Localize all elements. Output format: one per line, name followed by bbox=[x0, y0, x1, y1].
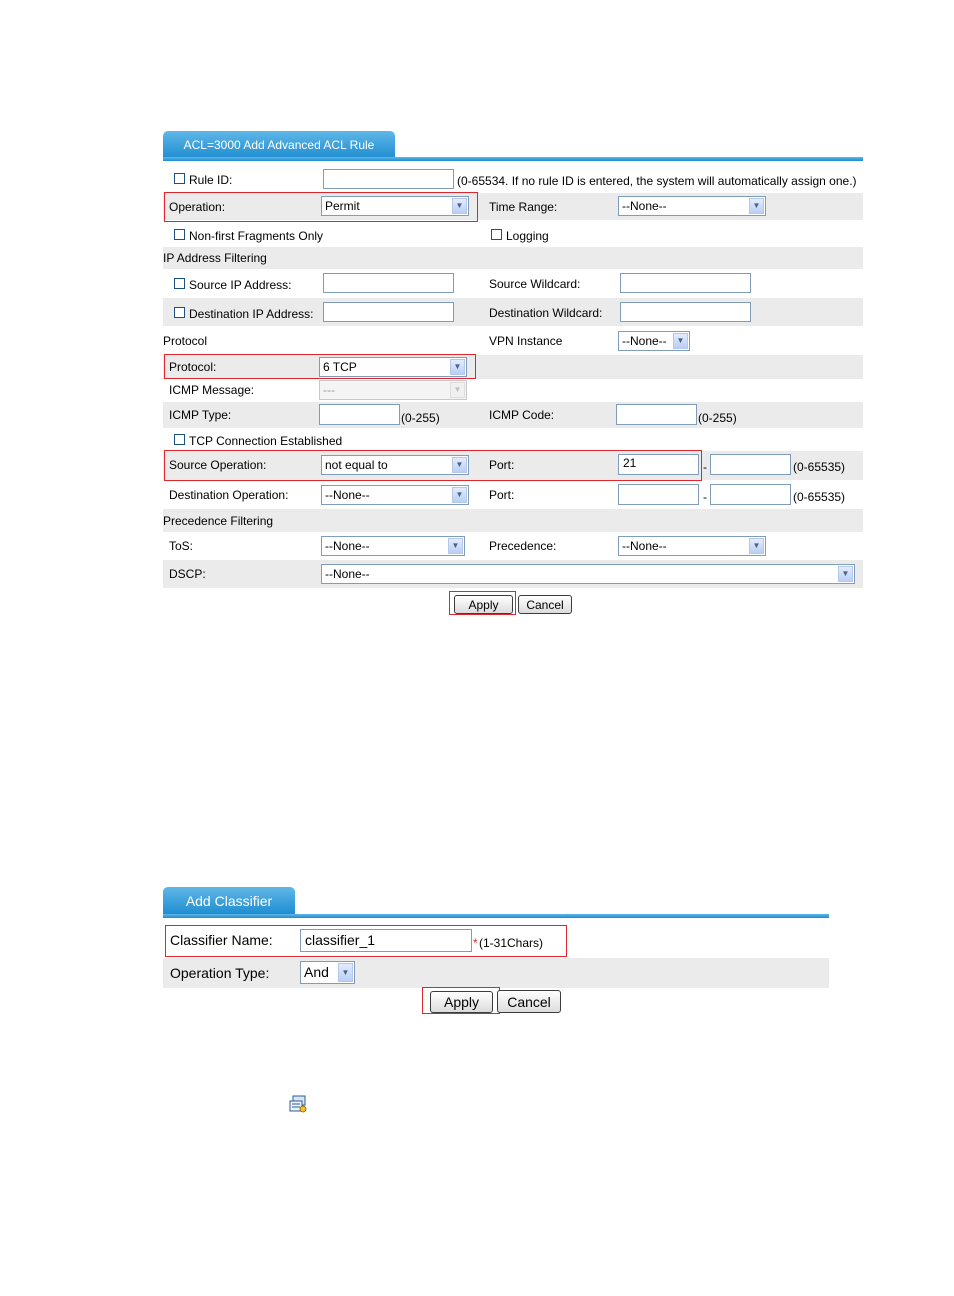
acl-tab-title: ACL=3000 Add Advanced ACL Rule bbox=[183, 138, 375, 152]
acl-tab-line bbox=[163, 157, 863, 161]
source-ip-checkbox[interactable] bbox=[174, 278, 185, 289]
icmp-type-label: ICMP Type: bbox=[169, 408, 232, 422]
rule-id-hint: (0-65534. If no rule ID is entered, the system will automatically assign one.) bbox=[457, 174, 857, 188]
dest-ip-input[interactable] bbox=[323, 302, 454, 322]
icmp-message-value: --- bbox=[323, 383, 335, 397]
chevron-down-icon: ▼ bbox=[749, 198, 764, 214]
tos-value: --None-- bbox=[325, 539, 370, 553]
operation-type-value: And bbox=[304, 964, 329, 980]
source-wildcard-input[interactable] bbox=[620, 273, 751, 293]
classifier-cancel-label: Cancel bbox=[507, 993, 551, 1010]
classifier-name-hint: (1-31Chars) bbox=[479, 936, 544, 950]
source-port-hint: (0-65535) bbox=[793, 460, 846, 474]
classifier-name-highlight bbox=[165, 925, 567, 957]
operation-type-label: Operation Type: bbox=[170, 965, 270, 981]
protocol-value: 6 TCP bbox=[323, 360, 357, 374]
dest-operation-value: --None-- bbox=[325, 488, 370, 502]
source-port-input[interactable]: 21 bbox=[618, 454, 699, 475]
chevron-down-icon: ▼ bbox=[450, 382, 465, 398]
chevron-down-icon: ▼ bbox=[673, 333, 688, 349]
precedence-label: Precedence: bbox=[489, 539, 557, 553]
chevron-down-icon: ▼ bbox=[452, 457, 467, 473]
dest-operation-select[interactable] bbox=[321, 485, 469, 505]
icmp-code-label: ICMP Code: bbox=[489, 408, 555, 422]
chevron-down-icon: ▼ bbox=[749, 538, 764, 554]
classifier-name-input[interactable]: classifier_1 bbox=[300, 929, 472, 952]
time-range-label: Time Range: bbox=[489, 200, 558, 214]
acl-tab[interactable] bbox=[163, 131, 395, 159]
acl-cancel-label: Cancel bbox=[526, 597, 564, 612]
chevron-down-icon: ▼ bbox=[448, 538, 463, 554]
precedence-select[interactable] bbox=[618, 536, 766, 556]
chevron-down-icon: ▼ bbox=[338, 963, 353, 982]
operation-value: Permit bbox=[325, 199, 360, 213]
dest-ip-label: Destination IP Address: bbox=[189, 307, 314, 321]
dest-port-end-input[interactable] bbox=[710, 484, 791, 505]
operation-type-select[interactable] bbox=[300, 961, 355, 984]
dscp-select[interactable] bbox=[321, 564, 855, 584]
protocol-label: Protocol: bbox=[169, 360, 217, 374]
rule-id-input[interactable] bbox=[323, 169, 454, 189]
precedence-section-title: Precedence Filtering bbox=[163, 514, 274, 528]
icmp-code-hint: (0-255) bbox=[698, 411, 737, 425]
classifier-cancel-button[interactable] bbox=[497, 990, 561, 1013]
dscp-value: --None-- bbox=[325, 567, 370, 581]
required-mark: * bbox=[473, 936, 478, 950]
classifier-name-label: Classifier Name: bbox=[170, 932, 273, 948]
tcp-established-label: TCP Connection Established bbox=[189, 434, 343, 448]
tcp-established-checkbox[interactable] bbox=[174, 434, 185, 445]
time-range-select[interactable] bbox=[618, 196, 766, 216]
operation-highlight bbox=[164, 192, 478, 222]
tos-select[interactable] bbox=[321, 536, 465, 556]
ip-section-title: IP Address Filtering bbox=[163, 251, 267, 265]
classifier-tab[interactable] bbox=[163, 887, 295, 915]
classifier-apply-label: Apply bbox=[443, 994, 480, 1010]
dest-port-label: Port: bbox=[489, 488, 515, 502]
non-first-fragments-checkbox[interactable] bbox=[174, 229, 185, 240]
source-ip-label: Source IP Address: bbox=[189, 278, 292, 292]
classifier-tab-title: Add Classifier bbox=[185, 893, 273, 909]
dest-wildcard-input[interactable] bbox=[620, 302, 751, 322]
rule-id-label: Rule ID: bbox=[189, 173, 233, 187]
source-port-dash: - bbox=[703, 460, 707, 474]
precedence-value: --None-- bbox=[622, 539, 667, 553]
dest-operation-label: Destination Operation: bbox=[169, 488, 289, 502]
dscp-label: DSCP: bbox=[169, 567, 206, 581]
dest-ip-checkbox[interactable] bbox=[174, 307, 185, 318]
logging-label: Logging bbox=[506, 229, 549, 243]
source-wildcard-label: Source Wildcard: bbox=[489, 277, 581, 291]
chevron-down-icon: ▼ bbox=[450, 359, 465, 375]
vpn-label: VPN Instance bbox=[489, 334, 563, 348]
vpn-select[interactable] bbox=[618, 331, 690, 351]
rule-id-checkbox[interactable] bbox=[174, 173, 185, 184]
operation-label: Operation: bbox=[169, 200, 226, 214]
protocol-section-title: Protocol bbox=[163, 334, 208, 348]
time-range-value: --None-- bbox=[622, 199, 667, 213]
source-operation-highlight bbox=[164, 450, 702, 481]
icmp-message-label: ICMP Message: bbox=[169, 383, 255, 397]
icmp-type-hint: (0-255) bbox=[401, 411, 440, 425]
dest-port-dash: - bbox=[703, 490, 707, 504]
ip-section-row bbox=[163, 247, 863, 269]
source-ip-input[interactable] bbox=[323, 273, 454, 293]
dest-port-input[interactable] bbox=[618, 484, 699, 505]
protocol-highlight bbox=[164, 354, 476, 379]
logging-checkbox[interactable] bbox=[491, 229, 502, 240]
source-operation-label: Source Operation: bbox=[169, 458, 267, 472]
chevron-down-icon: ▼ bbox=[452, 487, 467, 503]
non-first-fragments-label: Non-first Fragments Only bbox=[189, 229, 324, 243]
acl-apply-highlight bbox=[449, 591, 516, 615]
source-operation-value: not equal to bbox=[325, 458, 388, 472]
config-icon[interactable] bbox=[288, 1094, 308, 1114]
dest-wildcard-label: Destination Wildcard: bbox=[489, 306, 603, 320]
source-port-label: Port: bbox=[489, 458, 515, 472]
chevron-down-icon: ▼ bbox=[452, 198, 467, 214]
icmp-message-select[interactable] bbox=[319, 380, 467, 400]
icmp-code-input[interactable] bbox=[616, 404, 697, 425]
dest-port-hint: (0-65535) bbox=[793, 490, 846, 504]
tos-label: ToS: bbox=[169, 539, 194, 553]
chevron-down-icon: ▼ bbox=[838, 566, 853, 582]
classifier-tab-line bbox=[163, 914, 829, 918]
source-port-end-input[interactable] bbox=[710, 454, 791, 475]
icmp-type-input[interactable] bbox=[319, 404, 400, 425]
acl-cancel-button[interactable] bbox=[518, 595, 572, 614]
vpn-value: --None-- bbox=[622, 334, 667, 348]
classifier-apply-highlight bbox=[422, 987, 500, 1014]
acl-apply-label: Apply bbox=[468, 597, 499, 612]
